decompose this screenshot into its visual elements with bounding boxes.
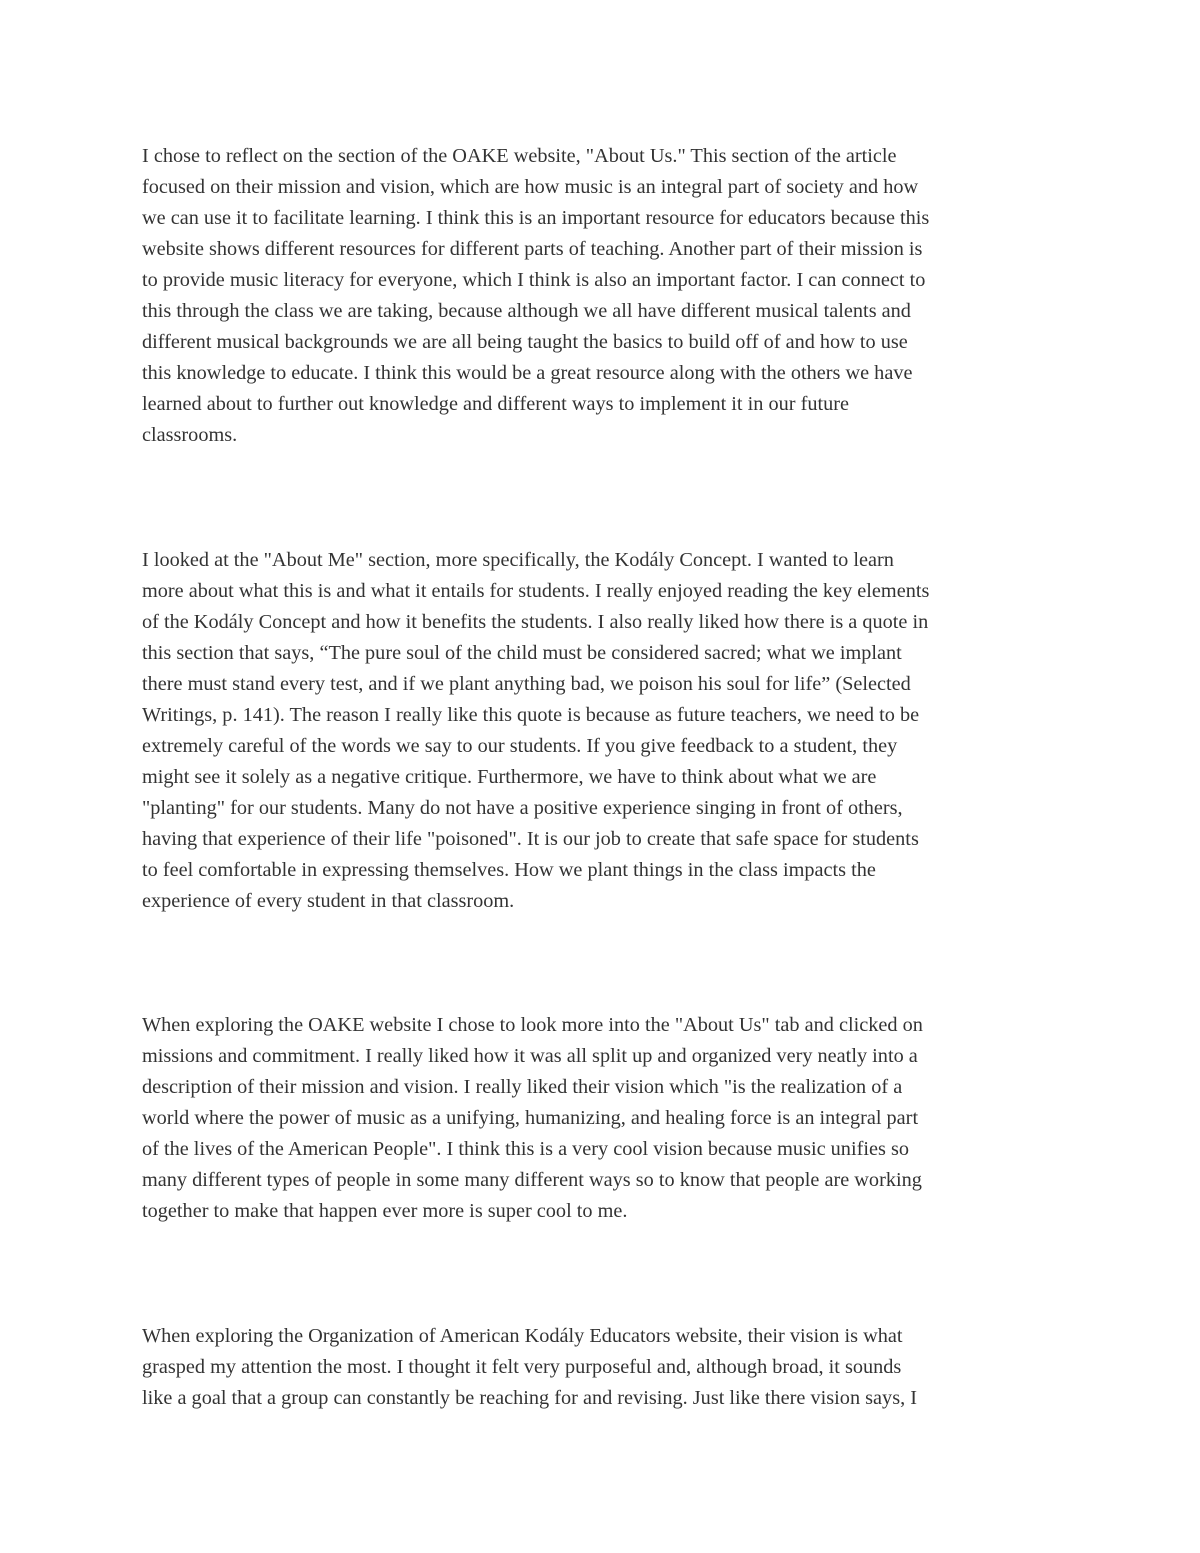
text-line: like a goal that a group can constantly be reaching for and revising. Just like there vision says, I <box>142 1387 917 1409</box>
text-line: this section that says, “The pure soul of the child must be considered sacred; what we implant <box>142 642 902 664</box>
text-line: together to make that happen ever more is super cool to me. <box>142 1200 628 1222</box>
text-line: there must stand every test, and if we plant anything bad, we poison his soul for life” (Selected <box>142 673 911 695</box>
text-line: focused on their mission and vision, which are how music is an integral part of society and how <box>142 176 919 198</box>
text-line: Writings, p. 141). The reason I really like this quote is because as future teachers, we need to be <box>142 704 920 726</box>
text-line: description of their mission and vision. I really liked their vision which "is the realization of a <box>142 1076 903 1098</box>
paragraph-oake-vision <box>142 1010 1082 1227</box>
text-line: of the Kodály Concept and how it benefits the students. I also really liked how there is a quote in <box>142 611 929 633</box>
paragraph-kodaly-concept <box>142 545 1082 917</box>
text-line: this through the class we are taking, because although we all have different musical talents and <box>142 300 911 322</box>
paragraph-oake-about-us <box>142 141 1082 451</box>
text-line: learned about to further out knowledge and different ways to implement it in our future <box>142 393 850 415</box>
text-line: more about what this is and what it entails for students. I really enjoyed reading the key elements <box>142 580 930 602</box>
text-line: When exploring the OAKE website I chose to look more into the "About Us" tab and clicked on <box>142 1014 923 1036</box>
text-line: having that experience of their life "poisoned". It is our job to create that safe space for students <box>142 828 919 850</box>
text-line: we can use it to facilitate learning. I think this is an important resource for educators because this <box>142 207 930 229</box>
text-line: I chose to reflect on the section of the OAKE website, "About Us." This section of the article <box>142 145 897 167</box>
text-line: might see it solely as a negative critique. Furthermore, we have to think about what we are <box>142 766 877 788</box>
text-line: many different types of people in some many different ways so to know that people are working <box>142 1169 922 1191</box>
text-line: grasped my attention the most. I thought it felt very purposeful and, although broad, it sounds <box>142 1356 902 1378</box>
text-line: missions and commitment. I really liked how it was all split up and organized very neatly into a <box>142 1045 918 1067</box>
text-line: of the lives of the American People". I think this is a very cool vision because music unifies so <box>142 1138 909 1160</box>
paragraph-organization-vision <box>142 1321 1082 1414</box>
text-line: different musical backgrounds we are all being taught the basics to build off of and how to use <box>142 331 908 353</box>
text-line: to feel comfortable in expressing themselves. How we plant things in the class impacts the <box>142 859 876 881</box>
text-line: experience of every student in that classroom. <box>142 890 515 912</box>
text-line: When exploring the Organization of American Kodály Educators website, their vision is what <box>142 1325 903 1347</box>
text-line: classrooms. <box>142 424 238 446</box>
text-line: world where the power of music as a unifying, humanizing, and healing force is an integral part <box>142 1107 919 1129</box>
text-line: "planting" for our students. Many do not have a positive experience singing in front of others, <box>142 797 903 819</box>
text-line: this knowledge to educate. I think this would be a great resource along with the others we have <box>142 362 913 384</box>
text-line: extremely careful of the words we say to our students. If you give feedback to a student, they <box>142 735 898 757</box>
text-line: to provide music literacy for everyone, which I think is also an important factor. I can connect to <box>142 269 926 291</box>
text-line: I looked at the "About Me" section, more specifically, the Kodály Concept. I wanted to learn <box>142 549 894 571</box>
text-line: website shows different resources for different parts of teaching. Another part of their mission is <box>142 238 923 260</box>
